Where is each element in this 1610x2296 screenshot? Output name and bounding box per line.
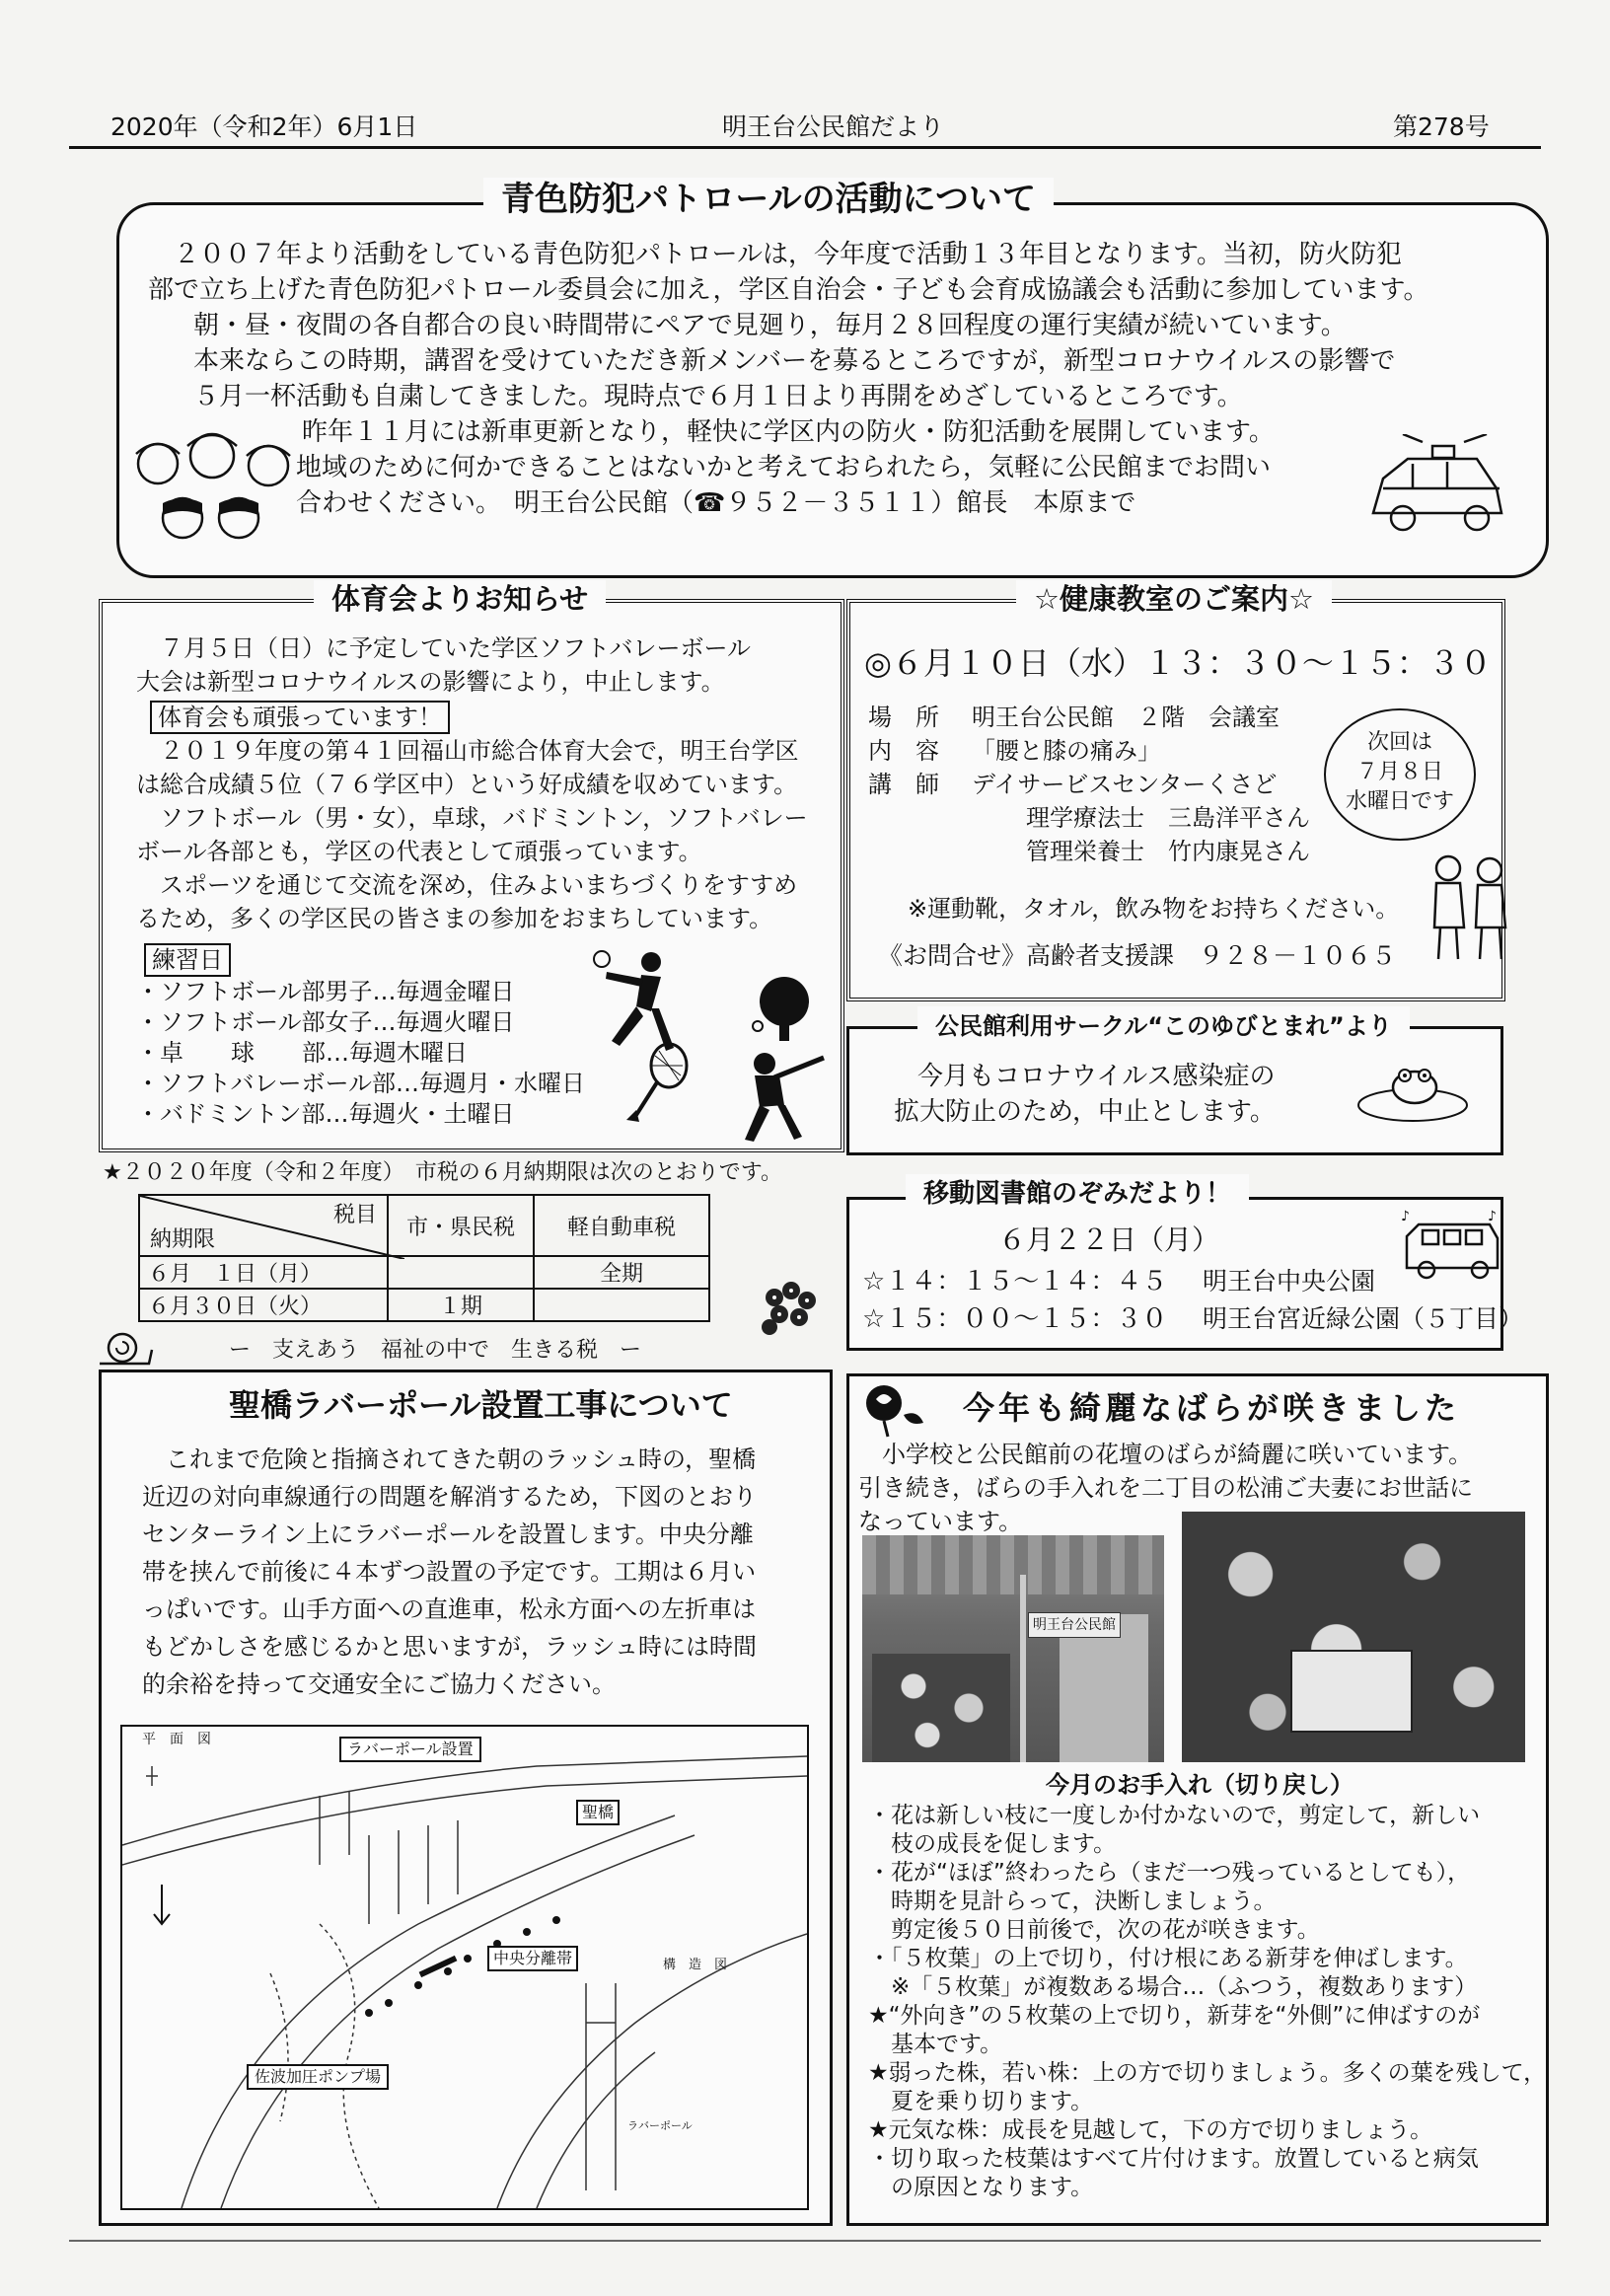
health-details — [868, 701, 1310, 868]
care-title: 今月のお手入れ（切り戻し） — [1046, 1771, 1354, 1799]
sports-line: るため，多くの学区民の皆さまの参加をおまちしています。 — [136, 905, 773, 932]
patrol-line: ５月一杯活動も自粛してきました。現時点で６月１日より再開をめざしているところです。 — [193, 382, 1243, 411]
roses-line: 小学校と公民館前の花壇のばらが綺麗に咲いています。 — [858, 1441, 1473, 1468]
roses-title: 今年も綺麗なばらが咲きました — [963, 1389, 1461, 1427]
ping-pong-icon — [750, 972, 819, 1041]
rubber-pole-line: 帯を挟んで前後に４本ずつ設置の予定です。工期は６月い — [142, 1558, 757, 1586]
practice-item: ・バドミントン部…毎週火・土曜日 — [136, 1100, 515, 1128]
patrol-body — [148, 237, 1428, 521]
rubber-pole-body — [142, 1441, 757, 1703]
tax-cell: １期 — [388, 1289, 534, 1321]
practice-item: ・ソフトボール部女子…毎週火曜日 — [136, 1008, 515, 1036]
tax-slogan: ー 支えあう 福祉の中で 生きる税 ー — [229, 1338, 642, 1363]
circle-title: 公民館利用サークル“このゆびとまれ”より — [917, 1006, 1410, 1046]
health-row: 講 師 デイサービスセンターくさど — [868, 771, 1278, 798]
sports-line: ソフトボール（男・女），卓球，バドミントン，ソフトバレー — [136, 804, 808, 832]
circle-line: 今月もコロナウイルス感染症の — [917, 1062, 1276, 1091]
care-line: 夏を乗り切ります。 — [868, 2089, 1094, 2114]
bubble-line: 次回は — [1366, 730, 1432, 755]
tax-cell: 全期 — [534, 1256, 709, 1289]
map-bridge-label: 聖橋 — [576, 1800, 620, 1825]
photo-community-center-roses — [862, 1535, 1164, 1762]
map-rubber-label: ラバーポール設置 — [339, 1737, 481, 1762]
tax-table-wrap — [138, 1194, 710, 1322]
tax-cell — [534, 1289, 709, 1321]
tax-corner-bottom: 納期限 — [150, 1227, 216, 1252]
newsletter-title: 明王台公民館だより — [722, 112, 945, 141]
tax-col-header: 市・県民税 — [388, 1195, 534, 1256]
practice-item: ・ソフトバレーボール部…毎週月・水曜日 — [136, 1070, 586, 1097]
bubble-line: ７月８日 — [1355, 760, 1443, 784]
sports-line: ボール各部とも，学区の代表として頑張っています。 — [136, 838, 702, 865]
practice-item: ・卓 球 部…毎週木曜日 — [136, 1039, 468, 1067]
map-pump-label: 佐波加圧ポンプ場 — [247, 2064, 389, 2090]
care-line: の原因となります。 — [868, 2175, 1094, 2200]
hydrangea-icon — [750, 1273, 829, 1352]
lecturer: 管理栄養士 竹内康晃さん — [1026, 838, 1310, 865]
snail-icon — [95, 1330, 154, 1370]
photo-rose-bush — [1182, 1512, 1525, 1762]
tax-corner-cell — [139, 1195, 388, 1256]
map-structure-label: 構 造 図 — [663, 1958, 728, 1972]
health-contact: 《お問合せ》高齢者支援課 ９２８－１０６５ — [878, 941, 1397, 970]
practice-item: ・ソフトボール部男子…毎週金曜日 — [136, 978, 515, 1005]
sports-line: ７月５日（日）に予定していた学区ソフトバレーボール — [136, 634, 752, 662]
health-datetime: ◎６月１０日（水）１３：３０～１５：３０ — [864, 644, 1492, 682]
photo-sign: 明王台公民館 — [1028, 1612, 1121, 1638]
tax-col-header: 軽自動車税 — [534, 1195, 709, 1256]
baseball-player-icon — [730, 1046, 829, 1145]
care-line: ・花が“ほぼ”終わったら（まだ一つ残っているとしても）， — [868, 1860, 1471, 1886]
map-pole-small-label: ラバーポール — [627, 2119, 693, 2132]
issue-date: 2020年（令和2年）6月1日 — [110, 112, 418, 141]
sports-badge: 体育会も頑張っています！ — [150, 701, 450, 734]
health-items-note: ※運動靴，タオル，飲み物をお持ちください。 — [908, 895, 1400, 923]
care-line: ★“外向き”の５枚葉の上で切り，新芽を“外側”に伸ばすのが — [868, 2003, 1481, 2029]
tax-table — [138, 1194, 710, 1322]
roses-line: 引き続き，ばらの手入れを二丁目の松浦ご夫妻にお世話に — [858, 1474, 1474, 1502]
rubber-pole-line: センターライン上にラバーポールを設置します。中央分離 — [142, 1520, 754, 1548]
patrol-line: 合わせください。 明王台公民館（☎９５２－３５１１）館長 本原まで — [296, 488, 1136, 518]
map-plan-label: 平 面 図 — [142, 1732, 211, 1747]
rubber-pole-line: これまで危険と指摘されてきた朝のラッシュ時の，聖橋 — [142, 1445, 757, 1473]
rubber-pole-line: 的余裕を持って交通安全にご協力ください。 — [142, 1670, 616, 1698]
patrol-line: 昨年１１月には新車更新となり，軽快に学区内の防火・防犯活動を展開しています。 — [276, 417, 1275, 447]
bubble-line: 水曜日です — [1345, 789, 1454, 814]
tax-note: ★２０２０年度（令和２年度） 市税の６月納期限は次のとおりです。 — [103, 1160, 782, 1185]
practice-label: 練習日 — [144, 943, 231, 977]
tax-cell — [388, 1256, 534, 1289]
tax-corner-top: 税目 — [332, 1203, 377, 1227]
patrol-line: 朝・昼・夜間の各自都合の良い時間帯にペアで見廻り，毎月２８回程度の運行実績が続いています。 — [193, 311, 1347, 340]
care-line: ※「５枚葉」が複数ある場合…（ふつう，複数あります） — [868, 1974, 1478, 2000]
construction-map — [120, 1725, 809, 2210]
sports-line: 大会は新型コロナウイルスの影響により，中止します。 — [136, 668, 725, 696]
sports-body — [136, 631, 808, 1130]
care-line: ★弱った株，若い株：上の方で切りましょう。多くの葉を残して， — [868, 2060, 1547, 2086]
library-stop: ☆１４：１５～１４：４５ 明王台中央公園 — [862, 1267, 1376, 1296]
badminton-racket-icon — [622, 1041, 700, 1130]
health-row: 場 所 明王台公民館 ２階 会議室 — [868, 704, 1280, 731]
elderly-couple-illustration — [1421, 849, 1519, 967]
library-date: ６月２２日（月） — [998, 1223, 1220, 1256]
patrol-line: 本来ならこの時期，講習を受けていただき新メンバーを募るところですが，新型コロナウイルスの影響で — [193, 346, 1396, 376]
sports-line: は総合成績５位（７６学区中）という好成績を収めています。 — [136, 771, 798, 798]
map-median-label: 中央分離帯 — [487, 1946, 578, 1971]
patrol-line: 部で立ち上げた青色防犯パトロール委員会に加え，学区自治会・子ども会育成協議会も活動に参加しています。 — [148, 275, 1429, 305]
rose-icon — [860, 1379, 929, 1439]
tax-row-date: ６月３０日（火） — [139, 1289, 388, 1321]
frog-icon — [1354, 1058, 1472, 1127]
sports-line: スポーツを通じて交流を深め，住みよいまちづくりをすすめ — [136, 871, 798, 899]
sports-title: 体育会よりお知らせ — [314, 580, 606, 618]
care-list — [868, 1802, 1546, 2202]
rubber-pole-line: もどかしさを感じるかと思いますが，ラッシュ時には時間 — [142, 1633, 758, 1661]
next-session-bubble — [1324, 708, 1476, 841]
patrol-car-illustration — [1363, 434, 1511, 543]
library-stop: ☆１５：００～１５：３０ 明王台宮近緑公園（５丁目） — [862, 1304, 1524, 1334]
svg-text:♪: ♪ — [1488, 1209, 1497, 1224]
rubber-pole-line: 近辺の対向車線通行の問題を解消するため，下図のとおり — [142, 1483, 758, 1511]
lecturer: 理学療法士 三島洋平さん — [1026, 804, 1310, 832]
patrol-title: 青色防犯パトロールの活動について — [483, 178, 1054, 221]
bus-icon — [1399, 1209, 1507, 1288]
circle-line: 拡大防止のため，中止とします。 — [894, 1097, 1276, 1127]
sports-line: ２０１９年度の第４１回福山市総合体育大会で，明王台学区 — [136, 737, 799, 765]
roses-line: なっています。 — [858, 1508, 1023, 1535]
care-line: 枝の成長を促します。 — [868, 1831, 1117, 1857]
children-illustration — [128, 424, 306, 562]
issue-number: 第278号 — [1393, 112, 1490, 141]
patrol-line: 地域のために何かできることはないかと考えておられたら，気軽に公民館までお問い — [296, 453, 1272, 482]
care-line: ・花は新しい枝に一度しか付かないので，剪定して，新しい — [868, 1803, 1481, 1828]
header-rule — [69, 146, 1541, 149]
tax-row-date: ６月 １日（月） — [139, 1256, 388, 1289]
library-title: 移動図書館のぞみだより！ — [906, 1174, 1249, 1214]
health-title: ☆健康教室のご案内☆ — [1016, 580, 1332, 618]
care-line: 基本です。 — [868, 2032, 1003, 2057]
care-line: ・切り取った枝葉はすべて片付けます。放置していると病気 — [868, 2146, 1479, 2172]
health-row: 内 容 「腰と膝の痛み」 — [868, 737, 1161, 765]
footer-rule — [69, 2240, 1541, 2242]
care-line: ★元気な株：成長を見越して，下の方で切りましょう。 — [868, 2117, 1433, 2143]
care-line: 剪定後５０日前後で，次の花が咲きます。 — [868, 1917, 1320, 1943]
care-line: ・「５枚葉」の上で切り，付け根にある新芽を伸ばします。 — [868, 1946, 1468, 1971]
svg-text:♪: ♪ — [1401, 1209, 1410, 1224]
rubber-pole-line: っぱいです。山手方面への直進車，松永方面への左折車は — [142, 1595, 757, 1623]
rubber-pole-title: 聖橋ラバーポール設置工事について — [229, 1386, 733, 1424]
patrol-line: ２００７年より活動をしている青色防犯パトロールは，今年度で活動１３年目となります。当初，防火防犯 — [148, 240, 1402, 269]
care-line: 時期を見計らって，決断しましょう。 — [868, 1889, 1277, 1914]
